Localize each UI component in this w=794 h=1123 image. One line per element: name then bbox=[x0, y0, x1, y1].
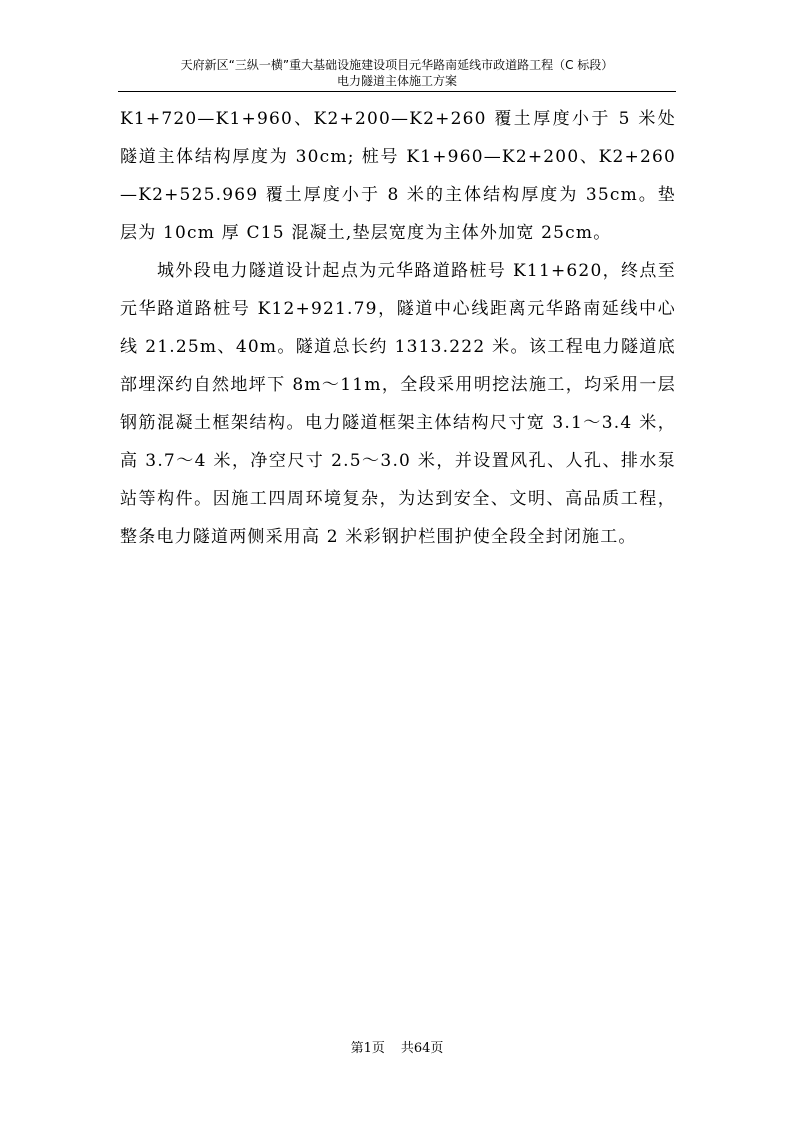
body-paragraph-2: 城外段电力隧道设计起点为元华路道路桩号 K11+620，终点至元华路道路桩号 K12+921.79，隧道中心线距离元华路南延线中心线 21.25m、40m。隧道总长约 1313.222 米。该工程电力隧道底部埋深约自然地坪下 8m～11m，全段采用明挖法施工，均采用一层钢筋混凝土框架结构。电力隧道框架主体结构尺寸宽 3.1～3.4 米，高 3.7～4 米，净空尺寸 2.5～3.0 米，并设置风孔、人孔、排水泵站等构件。因施工四周环境复杂，为达到安全、文明、高品质工程，整条电力隧道两侧采用高 2 米彩钢护栏围护使全段全封闭施工。 bbox=[120, 261, 676, 547]
page-total: 共64页 bbox=[400, 1041, 444, 1056]
project-title: 天府新区“三纵一横”重大基础设施建设项目元华路南延线市政道路工程（C 标段） bbox=[180, 58, 614, 72]
body-paragraph-1: K1+720—K1+960、K2+200—K2+260 覆土厚度小于 5 米处隧道主体结构厚度为 30cm; 桩号 K1+960—K2+200、K2+260—K2+525.969 覆土厚度小于 8 米的主体结构厚度为 35cm。垫层为 10cm 厚 C15 混凝土,垫层宽度为主体外加宽 25cm。 bbox=[120, 109, 676, 243]
document-title: 电力隧道主体施工方案 bbox=[336, 74, 457, 88]
document-body bbox=[120, 100, 676, 556]
page-header bbox=[118, 57, 676, 92]
page-footer bbox=[0, 1040, 794, 1058]
page-number: 第1页 bbox=[350, 1041, 385, 1056]
